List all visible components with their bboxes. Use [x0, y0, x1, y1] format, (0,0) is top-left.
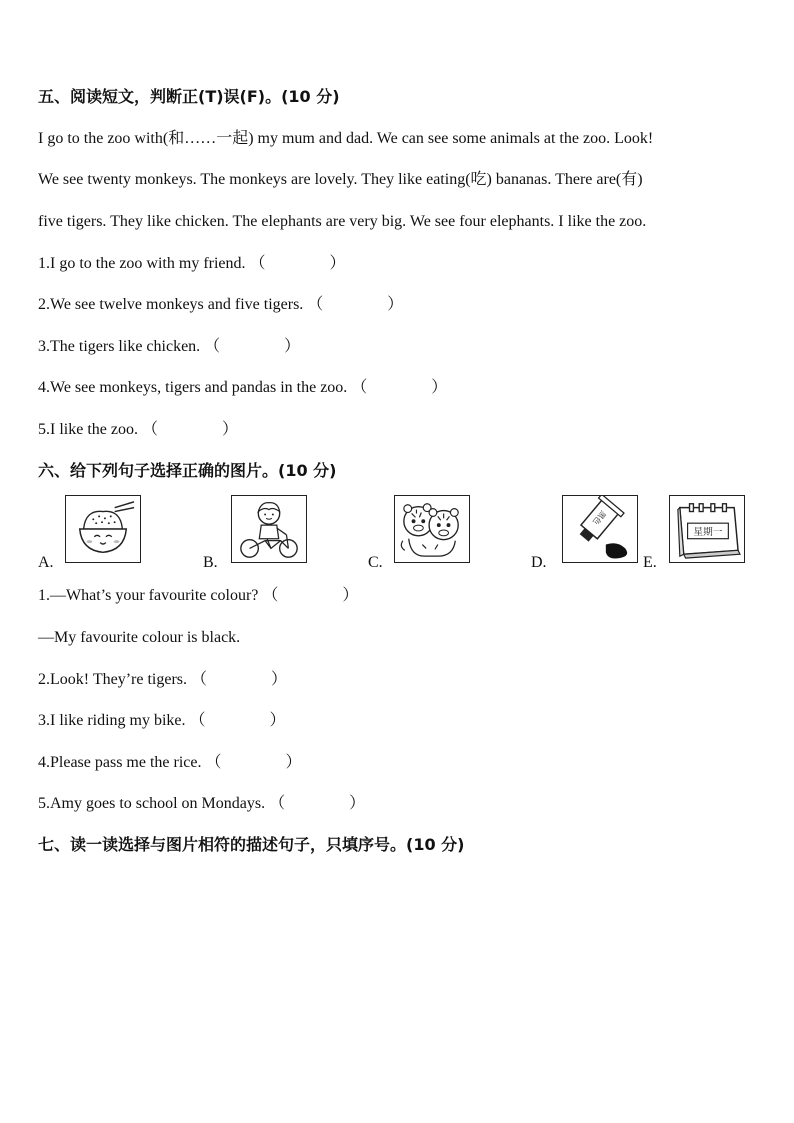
section6-title: 六、给下列句子选择正确的图片。(10 分)	[38, 461, 337, 480]
rice-bowl-icon	[66, 496, 140, 562]
option-c-label: C.	[368, 554, 383, 571]
question-text: 1.—What’s your favourite colour?	[38, 587, 259, 604]
s6-question-2	[38, 670, 287, 690]
answer-blank[interactable]: （ ）	[204, 338, 301, 355]
tigers-icon	[395, 496, 469, 562]
option-d-label: D.	[531, 554, 547, 571]
question-text: 1.I go to the zoo with my friend.	[38, 255, 246, 272]
option-b-picture	[231, 495, 307, 563]
s6-question-5	[38, 794, 365, 814]
s6-question-3	[38, 711, 286, 731]
question-text: —My favourite colour is black.	[38, 629, 241, 646]
answer-blank[interactable]: （ ）	[205, 754, 302, 771]
option-e-picture	[669, 495, 745, 563]
paint-tube-label: 黑色	[590, 508, 608, 527]
section5-title: 五、阅读短文，判断正(T)误(F)。(10 分)	[38, 87, 340, 106]
boy-riding-bike-icon	[232, 496, 306, 562]
answer-blank[interactable]: （ ）	[191, 671, 288, 688]
question-text: 4.We see monkeys, tigers and pandas in the zoo.	[38, 379, 348, 396]
answer-blank[interactable]: （ ）	[141, 421, 238, 438]
option-a-label: A.	[38, 554, 54, 571]
answer-blank[interactable]: （ ）	[269, 795, 366, 812]
answer-blank[interactable]: （ ）	[351, 379, 448, 396]
answer-blank[interactable]: （ ）	[262, 587, 359, 604]
question-text: 5.I like the zoo.	[38, 421, 138, 438]
s6-question-1-reply	[38, 628, 240, 648]
option-e-label: E.	[643, 554, 657, 571]
question-text: 2.We see twelve monkeys and five tigers.	[38, 296, 304, 313]
s6-question-4	[38, 753, 302, 773]
passage-line-3: five tigers. They like chicken. The elephants are very big. We see four elephants. I like the zoo.	[38, 213, 647, 230]
s5-question-4	[38, 378, 447, 398]
s5-question-5	[38, 420, 238, 440]
question-text: 3.I like riding my bike.	[38, 712, 186, 729]
question-text: 5.Amy goes to school on Mondays.	[38, 795, 266, 812]
calendar-monday-icon	[670, 496, 744, 562]
answer-blank[interactable]: （ ）	[307, 296, 404, 313]
question-text: 4.Please pass me the rice.	[38, 754, 202, 771]
option-c-picture	[394, 495, 470, 563]
s6-question-1	[38, 586, 358, 606]
question-text: 3.The tigers like chicken.	[38, 338, 201, 355]
passage-line-1: I go to the zoo with(和……一起) my mum and dad. We can see some animals at the zoo. Look!	[38, 130, 654, 147]
answer-blank[interactable]: （ ）	[249, 255, 346, 272]
section7-title: 七、读一读选择与图片相符的描述句子，只填序号。(10 分)	[38, 835, 465, 854]
answer-blank[interactable]: （ ）	[189, 712, 286, 729]
s5-question-3	[38, 337, 300, 357]
black-paint-tube-icon	[563, 496, 637, 562]
option-b-label: B.	[203, 554, 218, 571]
option-a-picture	[65, 495, 141, 563]
question-text: 2.Look! They’re tigers.	[38, 671, 187, 688]
option-d-picture	[562, 495, 638, 563]
passage-line-2: We see twenty monkeys. The monkeys are lovely. They like eating(吃) bananas. There are(有)	[38, 171, 643, 188]
s5-question-1	[38, 254, 346, 274]
s5-question-2	[38, 295, 403, 315]
calendar-label: 星期一	[693, 526, 723, 538]
